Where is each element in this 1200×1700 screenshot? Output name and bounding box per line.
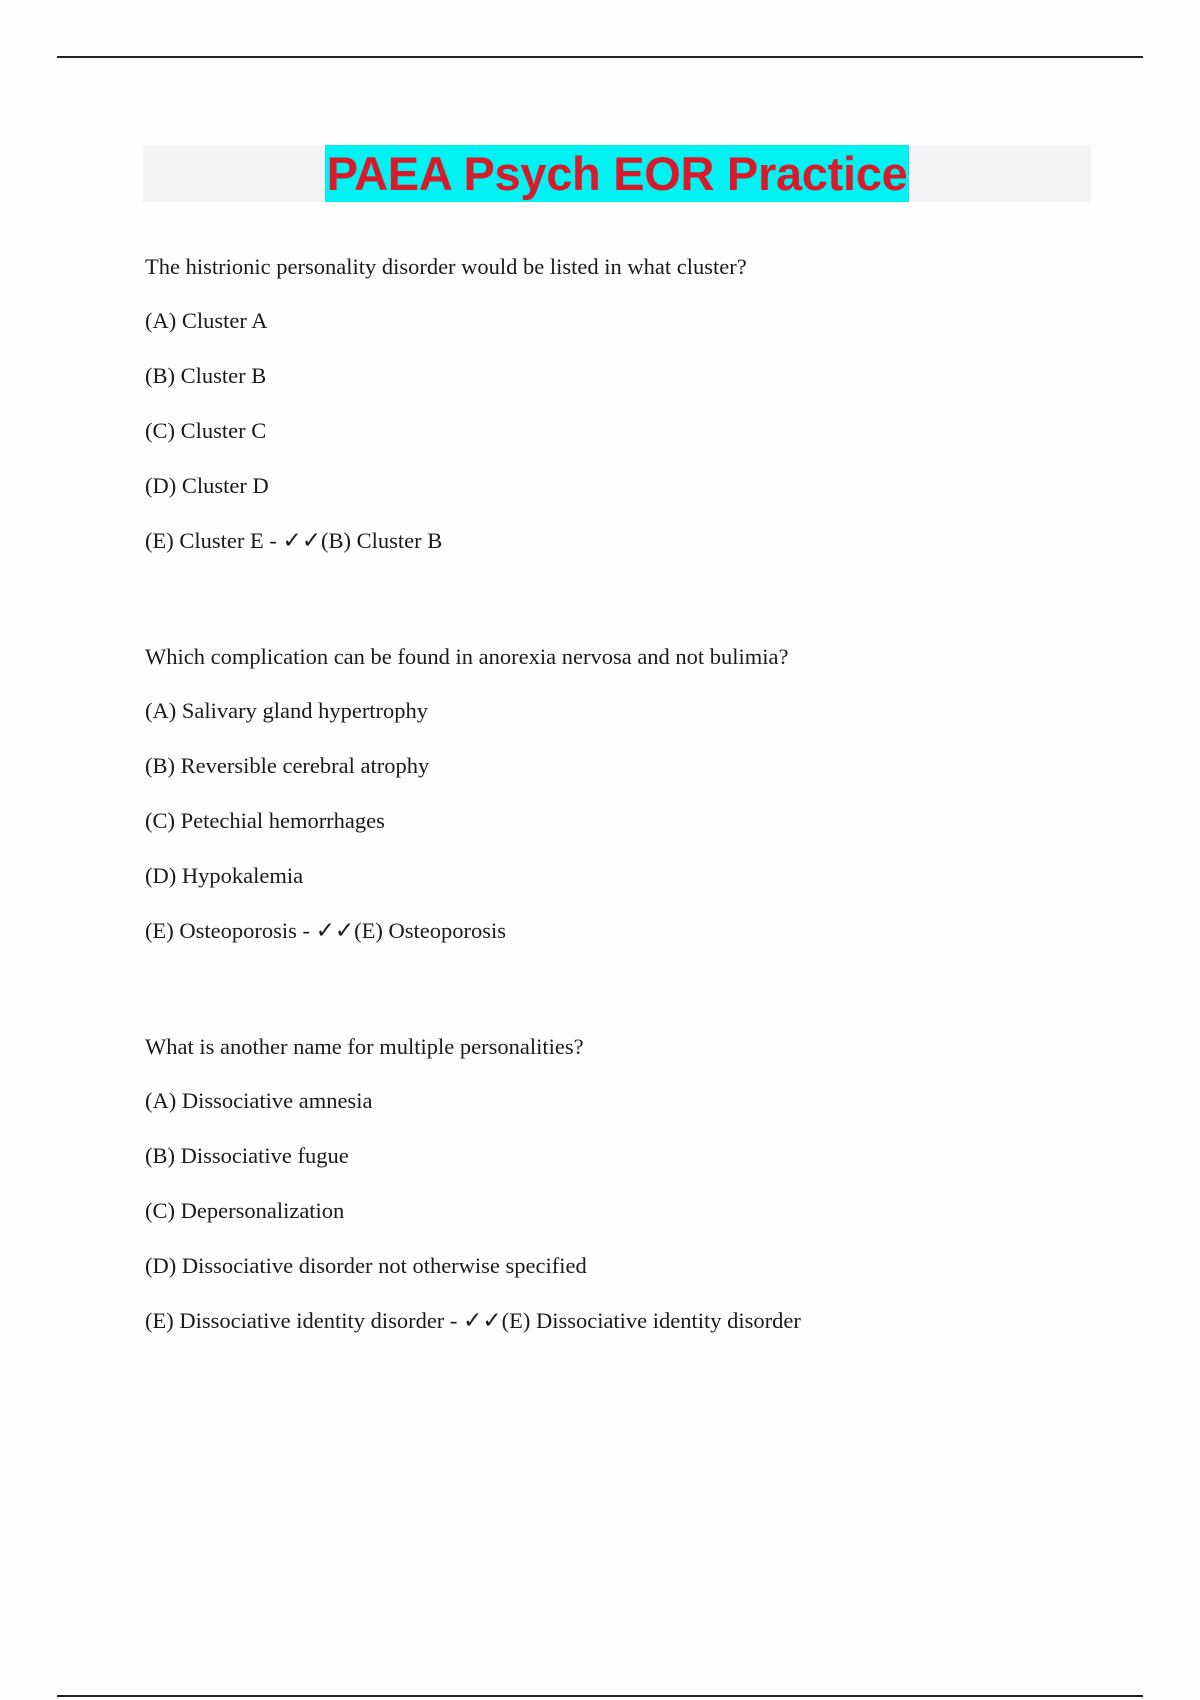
- question-block-3: [145, 1032, 1145, 1336]
- questions-container: [145, 252, 1145, 1336]
- question-block-1: [145, 252, 1145, 556]
- question-block-2: [145, 642, 1145, 946]
- answer-text: (B) Cluster B: [321, 528, 443, 553]
- double-check-icon: ✓✓: [282, 528, 322, 554]
- answer-text: (E) Dissociative identity disorder: [501, 1308, 801, 1333]
- option-c: (C) Cluster C: [145, 418, 267, 443]
- option-e-with-answer: [145, 916, 1145, 946]
- title-banner: [143, 145, 1091, 202]
- option-b: (B) Reversible cerebral atrophy: [145, 753, 430, 778]
- option-e-with-answer: [145, 526, 1145, 556]
- option-b: (B) Dissociative fugue: [145, 1143, 349, 1168]
- option-c: (C) Petechial hemorrhages: [145, 808, 385, 833]
- option-b: (B) Cluster B: [145, 363, 267, 388]
- option-a: (A) Salivary gland hypertrophy: [145, 698, 429, 723]
- option-e: (E) Cluster E -: [145, 528, 283, 553]
- option-d: (D) Cluster D: [145, 473, 269, 498]
- option-d: (D) Dissociative disorder not otherwise specified: [145, 1253, 587, 1278]
- option-e: (E) Dissociative identity disorder -: [145, 1308, 464, 1333]
- question-text: What is another name for multiple personalities?: [145, 1034, 584, 1059]
- option-e: (E) Osteoporosis -: [145, 918, 316, 943]
- option-a: (A) Cluster A: [145, 308, 268, 333]
- answer-text: (E) Osteoporosis: [354, 918, 507, 943]
- question-text: Which complication can be found in anorexia nervosa and not bulimia?: [145, 644, 789, 669]
- document-title: PAEA Psych EOR Practice: [326, 147, 908, 200]
- double-check-icon: ✓✓: [463, 1308, 502, 1334]
- option-e-with-answer: [145, 1306, 1145, 1336]
- question-text: The histrionic personality disorder would be listed in what cluster?: [145, 254, 747, 279]
- bottom-rule: [57, 1695, 1143, 1697]
- option-a: (A) Dissociative amnesia: [145, 1088, 373, 1113]
- double-check-icon: ✓✓: [315, 918, 355, 944]
- option-d: (D) Hypokalemia: [145, 863, 304, 888]
- option-c: (C) Depersonalization: [145, 1198, 345, 1223]
- top-rule: [57, 56, 1143, 58]
